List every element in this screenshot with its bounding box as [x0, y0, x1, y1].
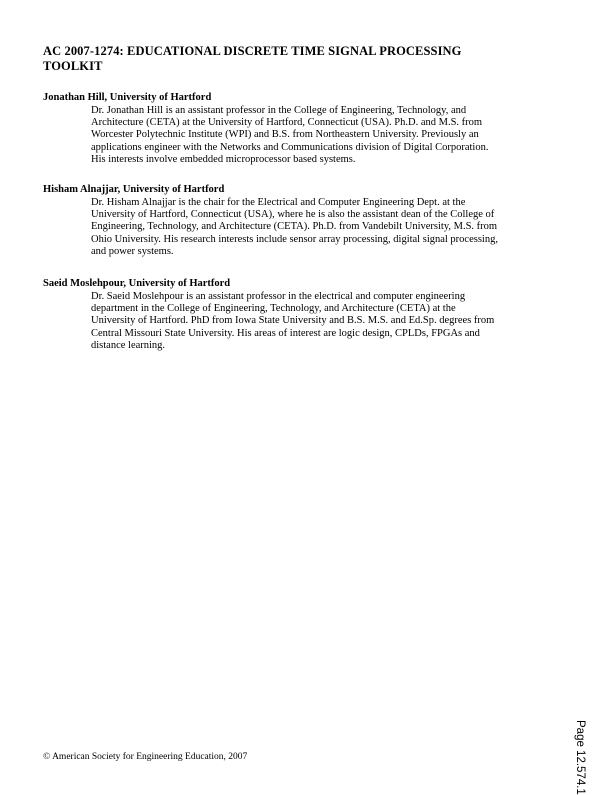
bio-line: Engineering, Technology, and Architecture (CETA). Ph.D. from Vandebilt University, M.S. from: [91, 221, 498, 233]
bio-line: and power systems.: [91, 246, 174, 258]
bio-line: Architecture (CETA) at the University of Hartford, Connecticut (USA). Ph.D. and M.S. from: [91, 116, 483, 128]
author-block: [43, 92, 563, 167]
bio-line: Dr. Saeid Moslehpour is an assistant professor in the electrical and computer engineering: [91, 290, 466, 302]
author-block: [43, 278, 563, 353]
paper-title: [43, 44, 563, 73]
bio-line: University of Hartford. PhD from Iowa State University and B.S. M.S. and Ed.Sp. degrees from: [91, 315, 495, 327]
bio-line: Dr. Jonathan Hill is an assistant professor in the College of Engineering, Technology, and: [91, 104, 467, 116]
bio-line: University of Hartford, Connecticut (USA), where he is also the assistant dean of the College of: [91, 208, 495, 220]
author-bio: [91, 105, 551, 167]
author-name: Saeid Moslehpour, University of Hartford: [43, 278, 231, 289]
paper-title-line: TOOLKIT: [43, 58, 103, 73]
bio-line: applications engineer with the Networks and Communications division of Digital Corporation.: [91, 141, 489, 153]
author-bio: [91, 197, 551, 259]
page-number: Page 12.574.1: [574, 720, 586, 795]
copyright-footer: © American Society for Engineering Education, 2007: [43, 752, 248, 762]
bio-line: distance learning.: [91, 340, 166, 352]
bio-line: Worcester Polytechnic Institute (WPI) and B.S. from Northeastern University. Previously an: [91, 129, 479, 141]
author-block: [43, 184, 563, 259]
paper-title-line: AC 2007-1274: EDUCATIONAL DISCRETE TIME SIGNAL PROCESSING: [43, 44, 462, 58]
author-name: Hisham Alnajjar, University of Hartford: [43, 184, 225, 195]
bio-line: His interests involve embedded microprocessor based systems.: [91, 154, 356, 166]
bio-line: Dr. Hisham Alnajjar is the chair for the Electrical and Computer Engineering Dept. at the: [91, 196, 466, 208]
bio-line: department in the College of Engineering, Technology, and Architecture (CETA) at the: [91, 302, 456, 314]
author-bio: [91, 291, 551, 353]
bio-line: Central Missouri State University. His areas of interest are logic design, CPLDs, FPGAs and: [91, 327, 480, 339]
bio-line: Ohio University. His research interests include sensor array processing, digital signal processing,: [91, 233, 498, 245]
author-name: Jonathan Hill, University of Hartford: [43, 92, 212, 103]
